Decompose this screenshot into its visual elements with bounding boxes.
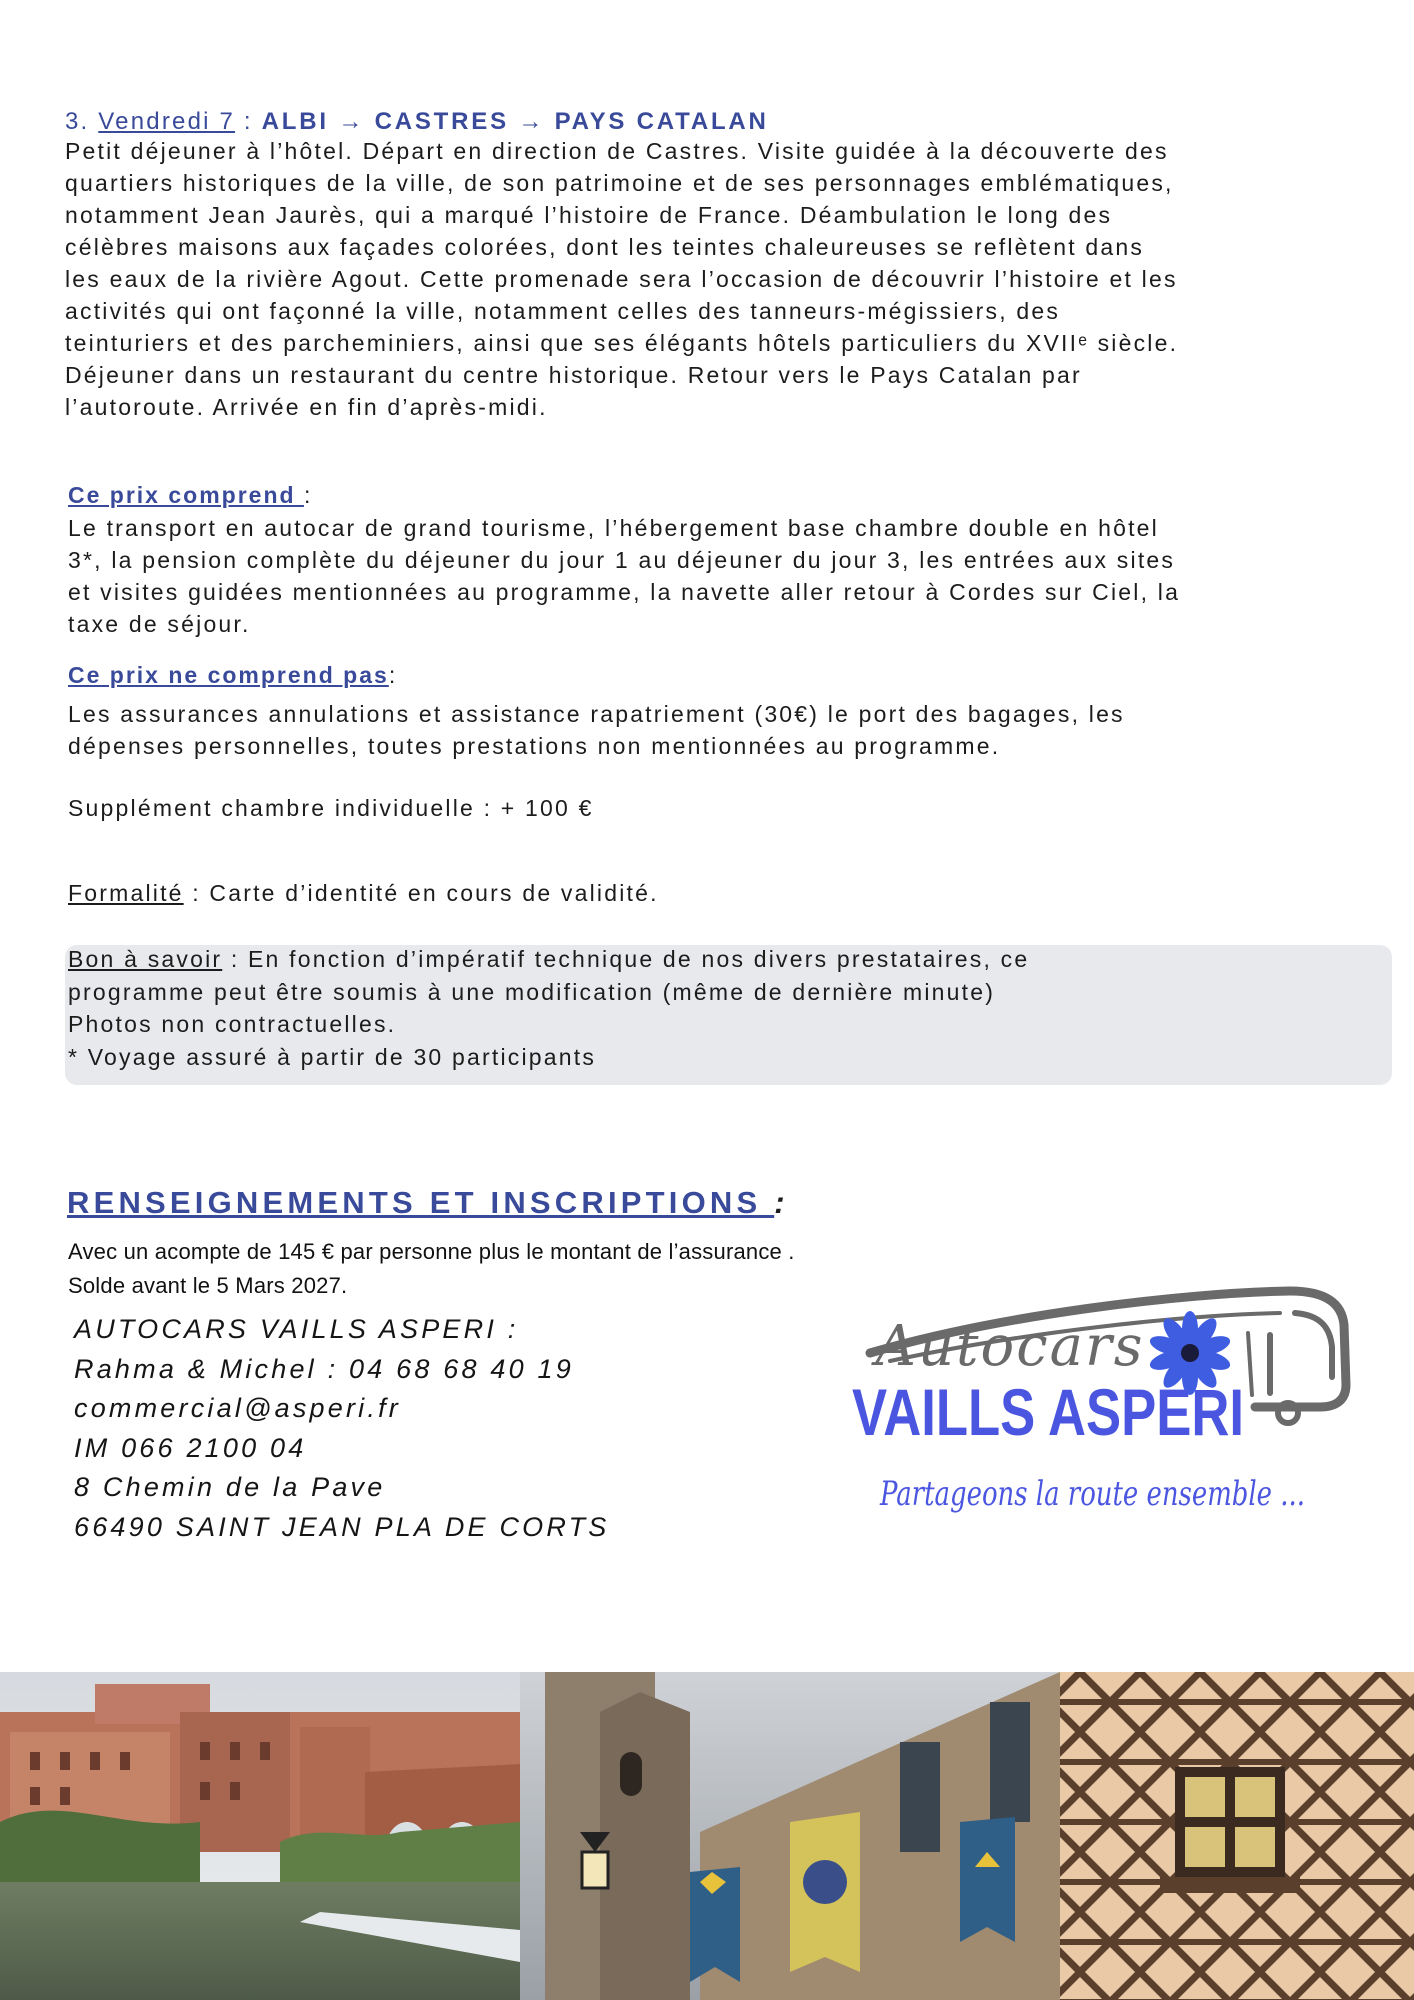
includes-title: [68, 482, 312, 509]
includes-line: et visites guidées mentionnées au programme, la navette aller retour à Cordes sur Ciel, la: [68, 579, 1181, 605]
day-line: l’autoroute. Arrivée en fin d’après-midi.: [65, 394, 548, 420]
includes-line: taxe de séjour.: [68, 611, 251, 637]
contact-city: 66490 SAINT JEAN PLA DE CORTS: [74, 1511, 610, 1542]
medieval-street-banners-photo: [520, 1672, 1060, 2000]
contact-block: [74, 1310, 609, 1547]
logo-brand: VAILLS ASPERI: [852, 1375, 1244, 1449]
info-line: * Voyage assuré à partir de 30 participants: [68, 1043, 597, 1070]
day-number: 3.: [65, 108, 90, 135]
acompte-line: Solde avant le 5 Mars 2027.: [68, 1273, 348, 1298]
excludes-colon: :: [388, 662, 398, 688]
formalite-label: Formalité: [68, 880, 184, 906]
day-line: notamment Jean Jaurès, qui a marqué l’histoire de France. Déambulation le long des: [65, 202, 1113, 228]
renseignements-colon: :: [774, 1185, 789, 1220]
day-line: teinturiers et des parcheminiers, ainsi que ses élégants hôtels particuliers du XVIIᵉ siècle.: [65, 330, 1179, 356]
albi-river-photo: [0, 1672, 520, 2000]
info-box: [68, 943, 1368, 1073]
renseignements-title-text: RENSEIGNEMENTS ET INSCRIPTIONS: [67, 1185, 775, 1220]
day-description: [65, 135, 1358, 423]
day-separator: :: [235, 108, 262, 135]
single-room-supplement: Supplément chambre individuelle : + 100 €: [68, 795, 594, 821]
day-line: Déjeuner dans un restaurant du centre historique. Retour vers le Pays Catalan par: [65, 362, 1082, 388]
bon-a-savoir-text: : En fonction d’impératif technique de nos divers prestataires, ce: [222, 946, 1030, 972]
includes-line: Le transport en autocar de grand tourisme, l’hébergement base chambre double en hôtel: [68, 515, 1159, 541]
logo-script: Autocars: [875, 1314, 1145, 1379]
day-line: Petit déjeuner à l’hôtel. Départ en direction de Castres. Visite guidée à la découverte des: [65, 138, 1169, 164]
contact-phone[interactable]: Rahma & Michel : 04 68 68 40 19: [74, 1353, 574, 1384]
renseignements-title: [67, 1185, 789, 1221]
contact-street: 8 Chemin de la Pave: [74, 1472, 386, 1502]
day-route: ALBI → CASTRES → PAYS CATALAN: [261, 108, 769, 135]
bon-a-savoir-label: Bon à savoir: [68, 946, 223, 972]
info-line: Photos non contractuelles.: [68, 1011, 397, 1037]
includes-line: 3*, la pension complète du déjeuner du jour 1 au déjeuner du jour 3, les entrées aux sites: [68, 547, 1176, 573]
info-line: programme peut être soumis à une modification (même de dernière minute): [68, 978, 996, 1005]
day-date: Vendredi 7: [98, 108, 236, 135]
excludes-title: [68, 662, 397, 689]
day-line: célèbres maisons aux façades colorées, dont les teintes chaleureuses se reflètent dans: [65, 234, 1145, 260]
acompte-text: [68, 1235, 795, 1303]
contact-license: IM 066 2100 04: [74, 1432, 307, 1463]
includes-text: [68, 512, 1358, 640]
company-logo: [850, 1275, 1390, 1535]
contact-company: AUTOCARS VAILLS ASPERI :: [74, 1314, 519, 1344]
excludes-line: dépenses personnelles, toutes prestations non mentionnées au programme.: [68, 733, 1001, 759]
contact-email[interactable]: commercial@asperi.fr: [74, 1393, 401, 1423]
day-line: activités qui ont façonné la ville, notamment celles des tanneurs-mégissiers, des: [65, 298, 1061, 324]
day-heading: [65, 108, 769, 136]
excludes-title-text: Ce prix ne comprend pas: [68, 662, 389, 688]
day-line: quartiers historiques de la ville, de son patrimoine et de ses personnages emblématiques,: [65, 170, 1174, 196]
includes-colon: :: [303, 482, 313, 508]
excludes-text: [68, 698, 1358, 762]
photo-strip: [0, 1672, 1414, 2000]
day-line: les eaux de la rivière Agout. Cette promenade sera l’occasion de découvrir l’histoire et les: [65, 266, 1178, 292]
includes-title-text: Ce prix comprend: [68, 482, 304, 508]
logo-tagline: Partageons la route ensemble ...: [879, 1474, 1305, 1514]
formalite-text: : Carte d’identité en cours de validité.: [183, 880, 659, 906]
acompte-line: Avec un acompte de 145 € par personne plus le montant de l’assurance .: [68, 1239, 795, 1264]
half-timbered-facade-photo: [1060, 1672, 1414, 2000]
formalite: [68, 880, 659, 907]
excludes-line: Les assurances annulations et assistance rapatriement (30€) le port des bagages, les: [68, 701, 1125, 727]
